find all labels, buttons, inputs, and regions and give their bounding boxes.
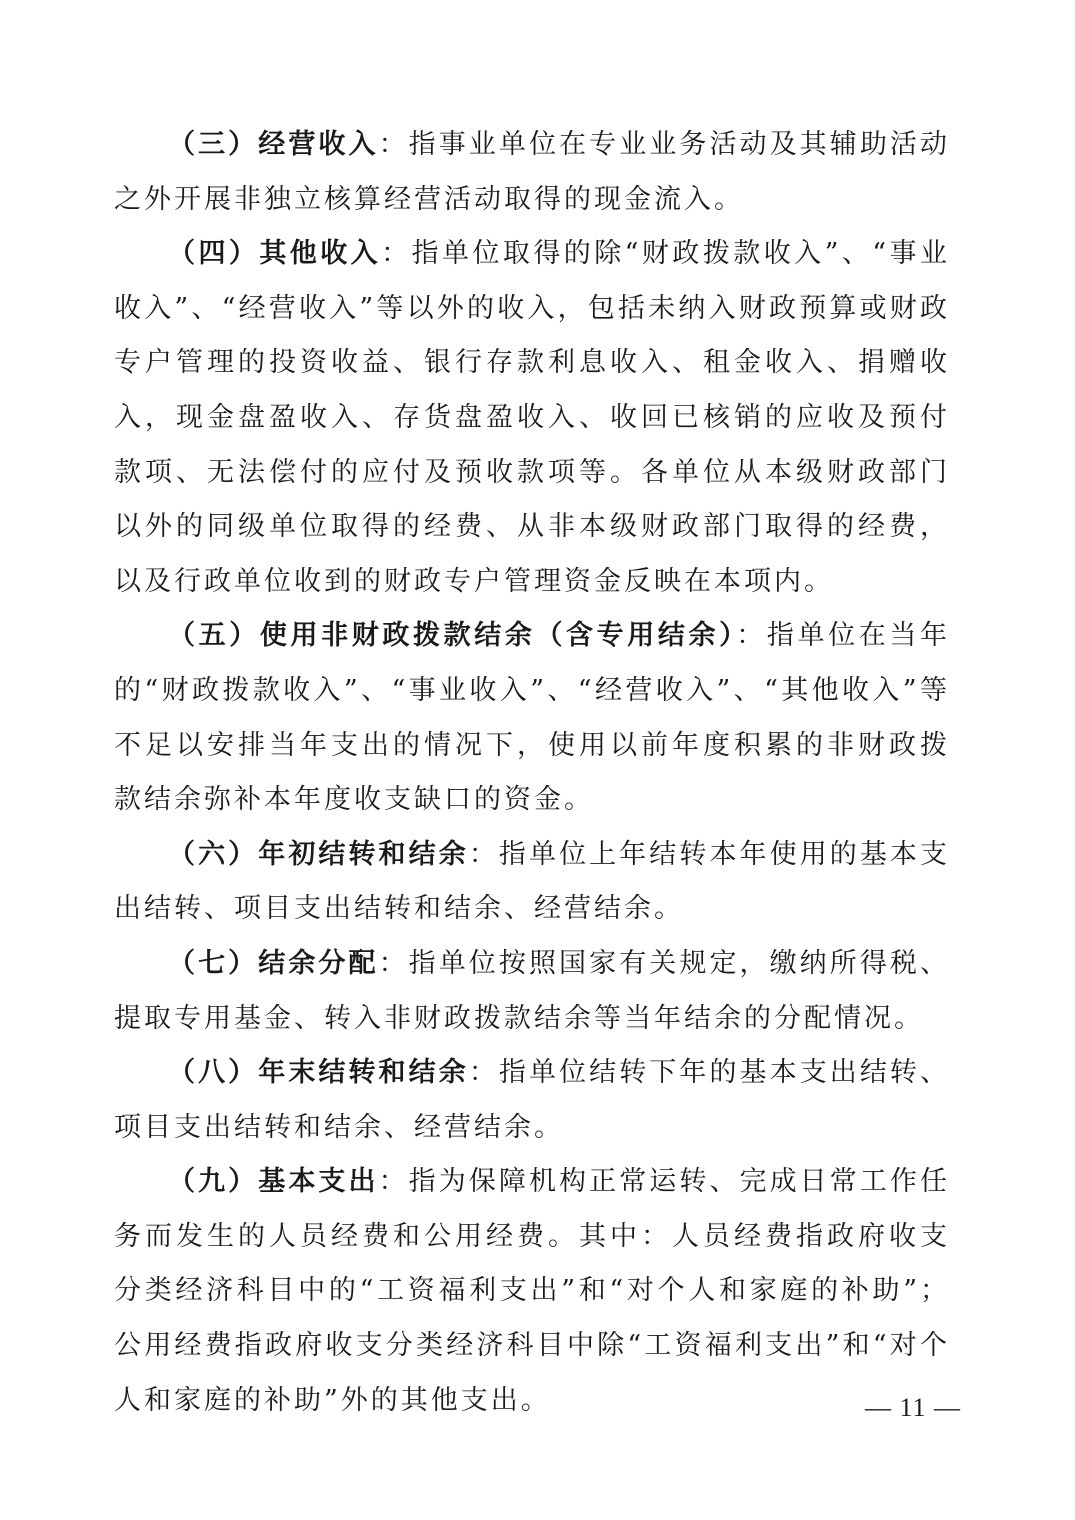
term-definition: ：指单位按照国家有关规定，缴纳所得税、提取专用基金、转入非财政拨款结余等当年结余的分配情况。 [114, 947, 951, 1034]
paragraph-non-fiscal-balance [114, 609, 950, 827]
document-body [114, 118, 950, 1428]
page-number: — 11 — [864, 1393, 961, 1422]
paragraph-opening-balance [114, 828, 950, 937]
paragraph-operating-income [114, 118, 950, 227]
term-definition: ：指事业单位在专业业务活动及其辅助活动之外开展非独立核算经营活动取得的现金流入。 [114, 129, 951, 215]
term-definition: ：指单位取得的除“财政拨款收入”、“事业收入”、“经营收入”等以外的收入，包括未纳入财政预算或财政专户管理的投资收益、银行存款利息收入、租金收入、捐赠收入，现金盘盈收入、存货盘盈收入、收回已核销的应收及预付款项、无法偿付的应付及预收款项等。各单位从本级财政部门以外的同级单位取得的经费、从非本级财政部门取得的经费，以及行政单位收到的财政专户管理资金反映在本项内。 [114, 238, 950, 597]
paragraph-balance-distribution [114, 937, 950, 1046]
term-heading: （八）年末结转和结余 [168, 1057, 469, 1089]
term-heading: （五）使用非财政拨款结余（含专用结余） [168, 620, 737, 652]
term-heading: （七）结余分配 [168, 947, 379, 979]
term-definition: ：指单位在当年的“财政拨款收入”、“事业收入”、“经营收入”、“其他收入”等不足以安排当年支出的情况下，使用以前年度积累的非财政拨款结余弥补本年度收支缺口的资金。 [114, 620, 951, 816]
paragraph-basic-expenditure [114, 1155, 950, 1428]
term-definition: ：指单位结转下年的基本支出结转、项目支出结转和结余、经营结余。 [114, 1057, 951, 1143]
term-heading: （六）年初结转和结余 [168, 838, 469, 870]
term-heading: （三）经营收入 [168, 129, 379, 160]
term-heading: （九）基本支出 [168, 1166, 379, 1198]
term-definition: ：指为保障机构正常运转、完成日常工作任务而发生的人员经费和公用经费。其中：人员经费指政府收支分类经济科目中的“工资福利支出”和“对个人和家庭的补助”；公用经费指政府收支分类经济科目中除“工资福利支出”和“对个人和家庭的补助”外的其他支出。 [114, 1166, 951, 1416]
paragraph-closing-balance [114, 1046, 950, 1155]
term-heading: （四）其他收入 [168, 238, 382, 270]
term-definition: ：指单位上年结转本年使用的基本支出结转、项目支出结转和结余、经营结余。 [114, 838, 951, 925]
paragraph-other-income [114, 227, 950, 609]
